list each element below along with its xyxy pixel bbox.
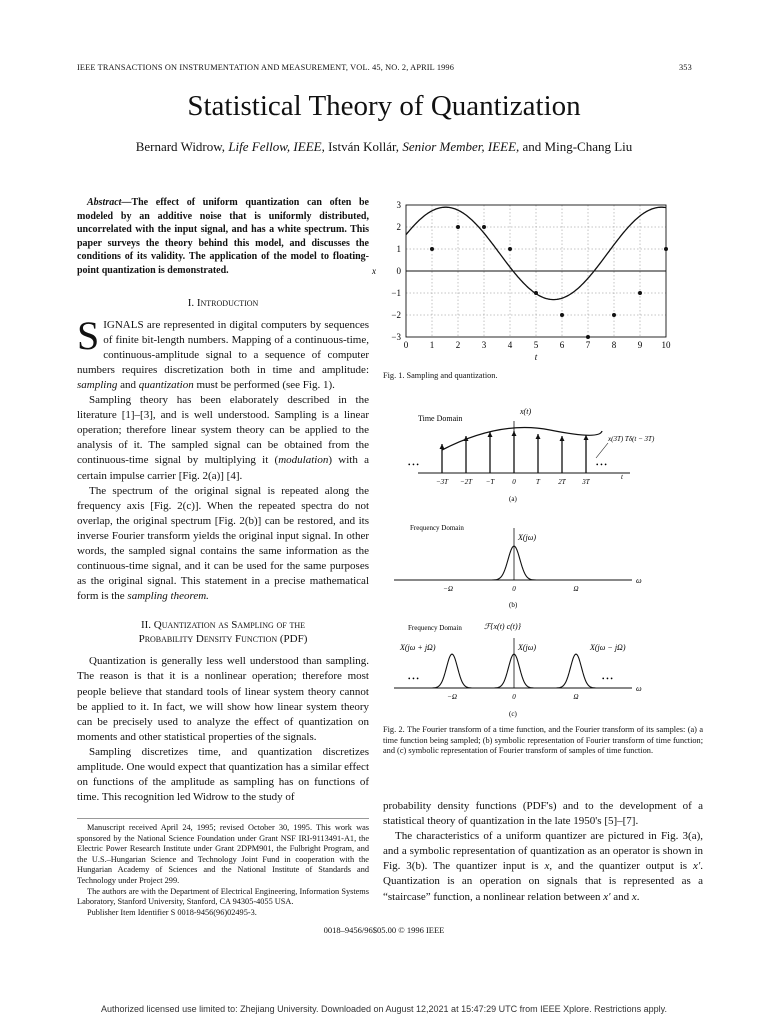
section-2-heading: II. Quantization as Sampling of the Probability Density Function (PDF) — [138, 619, 308, 646]
fig1-x-tick-label: 9 — [637, 340, 643, 350]
author-liu: and Ming-Chang Liu — [522, 139, 633, 154]
fig2c-panel-label: (c) — [509, 710, 517, 718]
paper-title: Statistical Theory of Quantization — [187, 90, 581, 122]
fig1-y-tick-label: −2 — [391, 310, 401, 320]
fig1-sample-point — [534, 291, 538, 295]
fig2b-tick-label: 0 — [512, 585, 516, 593]
fig2b-tick-label: −Ω — [443, 585, 453, 593]
fig1-x-tick-label: 3 — [481, 340, 487, 350]
fig1-x-tick-label: 0 — [403, 340, 409, 350]
fig1-sample-point — [586, 335, 590, 339]
fig2b-tick-labels — [443, 585, 578, 593]
fig1-x-axis-label: t — [534, 352, 538, 362]
fig1-x-tick-label: 1 — [429, 340, 435, 350]
fig2a-sample-label: x(3T) Tδ(t − 3T) — [608, 435, 655, 443]
fig2a-tick-label: 0 — [512, 478, 516, 486]
fig2c-left-dots: • • • — [408, 675, 419, 683]
author-widrow-role: Life Fellow, IEEE, — [228, 139, 325, 154]
fig2b-spectrum-label: X(jω) — [518, 533, 537, 542]
right-paragraph-1: probability density functions (PDF's) and to the development of a statistical theory of quantization in the late 1950's [5]–[7]. — [383, 800, 703, 828]
license-notice: Authorized licensed use limited to: Zhejiang University. Downloaded on August 12,2021 at 15:47:29 UTC from IEEE Xplore. Restrictions apply. — [101, 1004, 667, 1014]
abstract — [77, 196, 369, 278]
fig2b-panel-label: (b) — [509, 601, 518, 609]
fig2a-impulse-arrow — [560, 436, 565, 441]
fig2c-title: Frequency Domain — [408, 624, 462, 632]
fig1-x-tick-label: 10 — [661, 340, 671, 350]
fig2c-tick-label: 0 — [512, 693, 516, 701]
fig2c-right-dots: • • • — [602, 675, 613, 683]
fig1-x-tick-label: 4 — [507, 340, 513, 350]
intro-paragraph-1: SIGNALS are represented in digital computers by sequences of finite bit-length numbers. Mapping of a continuous-time, continuous-amplitude signal to a sequence of computer numbers requires discretization both in time and amplitude: sampling and quantization must be performed (see Fig. 1). — [77, 312, 369, 391]
fig2a-impulse-arrow — [440, 444, 445, 449]
section-1-heading: I. Introduction — [187, 296, 259, 309]
fig1-sample-point — [482, 225, 486, 229]
author-widrow: Bernard Widrow, — [135, 139, 226, 154]
fig1-x-tick-label: 2 — [455, 340, 461, 350]
intro-paragraph-2: Sampling theory has been elaborately described in the literature [1]–[3], and is well understood. Sampling is a linear operation; therefore linear system theory can be applied to the analysis of it. The sampled signal can be obtained from the continuous-time signal by multiplying it (modulation) with a certain impulse carrier [Fig. 2(a)] [4]. — [77, 394, 369, 482]
section-2-paragraph-1: Quantization is generally less well understood than sampling. The reason is that it is a nonlinear operation; therefore most people believe that standard tools of linear system theory cannot be applied to it. In fact, we will show how linear system theory can be precisely used to analyze the effect of quantization on moments and other statistical properties of the signals. — [77, 655, 369, 743]
fig1-y-tick-label: 2 — [396, 222, 401, 232]
fig2a-title: Time Domain — [418, 414, 463, 423]
fig1-sample-point — [508, 247, 512, 251]
footnote-manuscript: Manuscript received April 24, 1995; revised October 30, 1995. This work was sponsored by the National Science Foundation under Grant NSF IRI-9113491-A1, the Electric Power Research Institute under Grant 2DPM901, the Fulbright Program, and the U.S.–Hungarian Science and Technology Joint Fund in cooperation with the Hungarian Academy of Sciences and the National Institute of Standards and Technology under Project 299. — [77, 823, 369, 885]
fig2a-tick-label: −T — [485, 478, 495, 486]
fig2a-signal-label: x(t) — [520, 407, 532, 416]
fig1-x-tick-label: 7 — [585, 340, 591, 350]
fig1-y-tick-label: −3 — [391, 332, 401, 342]
fig2b-title: Frequency Domain — [410, 524, 464, 532]
figure-2 — [380, 398, 700, 723]
fig2a-annotation-leader — [596, 443, 608, 458]
fig2c-transform-label: ℱ{x(t) c(t)} — [484, 622, 521, 631]
section-2-paragraph-2: Sampling discretizes time, and quantization discretizes amplitude. One would expect that quantization has a similar effect on functions of the amplitude as sampling has on functions of time. This recognition led Widrow to the study of — [77, 745, 369, 804]
footnote-publisher-id: Publisher Item Identifier S 0018-9456(96)02495-3. — [87, 907, 257, 917]
footnote — [77, 823, 369, 918]
fig2a-panel-label: (a) — [509, 495, 517, 503]
fig2c-mid-spectrum-label: X(jω) — [518, 643, 537, 652]
figure-1 — [370, 195, 688, 365]
fig2c-right-spectrum-label: X(jω − jΩ) — [590, 643, 626, 652]
running-header: IEEE TRANSACTIONS ON INSTRUMENTATION AND MEASUREMENT, VOL. 45, NO. 2, APRIL 1996 — [77, 63, 455, 72]
fig2c-tick-label: Ω — [573, 693, 579, 701]
fig1-x-tick-label: 6 — [559, 340, 565, 350]
page-number: 353 — [679, 63, 692, 72]
fig1-x-tick-label: 5 — [533, 340, 539, 350]
fig1-grid — [406, 205, 666, 337]
fig2a-t-label: t — [621, 473, 623, 481]
fig1-caption: Fig. 1. Sampling and quantization. — [383, 371, 498, 380]
fig2a-impulse-arrow — [512, 431, 517, 436]
right-paragraph-2: The characteristics of a uniform quantizer are pictured in Fig. 3(a), and a symbolic representation of quantization as an operator is shown in Fig. 3(b). The quantizer input is x, and the quantizer output is x′. Quantization is an operation on signals that is represented as a “staircase” function, a nonlinear relation between x′ and x. — [383, 830, 704, 903]
drop-cap: S — [77, 312, 100, 358]
fig2a-left-dots: • • • — [408, 461, 419, 469]
fig2b-omega-label: ω — [636, 576, 642, 585]
fig2c-left-spectrum-label: X(jω + jΩ) — [400, 643, 436, 652]
fig1-y-tick-label: 3 — [396, 200, 401, 210]
fig2a-impulse-train — [440, 431, 589, 473]
fig1-y-tick-label: 1 — [396, 244, 401, 254]
fig1-sample-point — [456, 225, 460, 229]
footnote-rule — [77, 818, 369, 819]
author-kollar-role: Senior Member, IEEE, — [402, 139, 520, 154]
abstract-text: The effect of uniform quantization can often be modeled by an additive noise that is uniformly distributed, uncorrelated with the input signal, and has a white spectrum. This paper surveys the theory behind this model, and discusses the conditions of its validity. The application of the model to floating-point quantization is demonstrated. — [77, 197, 369, 276]
fig2c-omega-label: ω — [636, 684, 642, 693]
fig2c-tick-label: −Ω — [447, 693, 457, 701]
author-list — [0, 139, 768, 155]
abstract-label: Abstract— — [87, 197, 132, 208]
fig1-quantized-samples — [430, 225, 668, 339]
footnote-affiliation: The authors are with the Department of Electrical Engineering, Information Systems Laboratory, Stanford University, Stanford, CA 94305-4055 USA. — [77, 886, 369, 907]
fig1-y-axis-label: x — [372, 266, 376, 276]
fig2b-tick-label: Ω — [573, 585, 579, 593]
author-kollar: István Kollár, — [328, 139, 400, 154]
fig1-sample-point — [560, 313, 564, 317]
fig2a-impulse-arrow — [536, 434, 541, 439]
fig1-y-tick-label: 0 — [396, 266, 401, 276]
fig1-sample-point — [664, 247, 668, 251]
fig1-sample-point — [638, 291, 642, 295]
fig1-y-tick-label: −1 — [391, 288, 401, 298]
left-column — [77, 196, 369, 805]
fig1-sample-point — [430, 247, 434, 251]
fig1-x-tick-label: 8 — [611, 340, 617, 350]
fig1-sample-point — [612, 313, 616, 317]
fig2a-tick-label: 2T — [558, 478, 566, 486]
fig2a-tick-label: −3T — [435, 478, 449, 486]
fig2a-tick-label: T — [536, 478, 540, 486]
fig2a-tick-label: −2T — [459, 478, 473, 486]
fig2a-tick-label: 3T — [582, 478, 590, 486]
intro-paragraph-3: The spectrum of the original signal is repeated along the frequency axis [Fig. 2(c)]. When the repeated spectra do not overlap, the original spectrum [Fig. 2(b)] can be restored, and its inverse Fourier transform yields the original input signal. In other words, the sampled signal contains the same information as the continuous-time signal, and it can be used for the same purposes as the original signal. This statement in a precise mathematical form is the sampling theorem. — [77, 484, 369, 603]
fig2-caption: Fig. 2. The Fourier transform of a time function, and the Fourier transform of its samples: (a) a time function being sampled; (b) symbolic representation of Fourier transform of time function; and (c) symbolic representation of Fourier transform of samples of time function. — [383, 725, 703, 756]
right-column-text — [383, 799, 703, 905]
fig2a-tick-labels — [436, 478, 591, 486]
fig2a-right-dots: • • • — [596, 461, 607, 469]
fig2c-tick-labels — [447, 693, 578, 701]
copyright-line: 0018–9456/96$05.00 © 1996 IEEE — [323, 925, 445, 935]
